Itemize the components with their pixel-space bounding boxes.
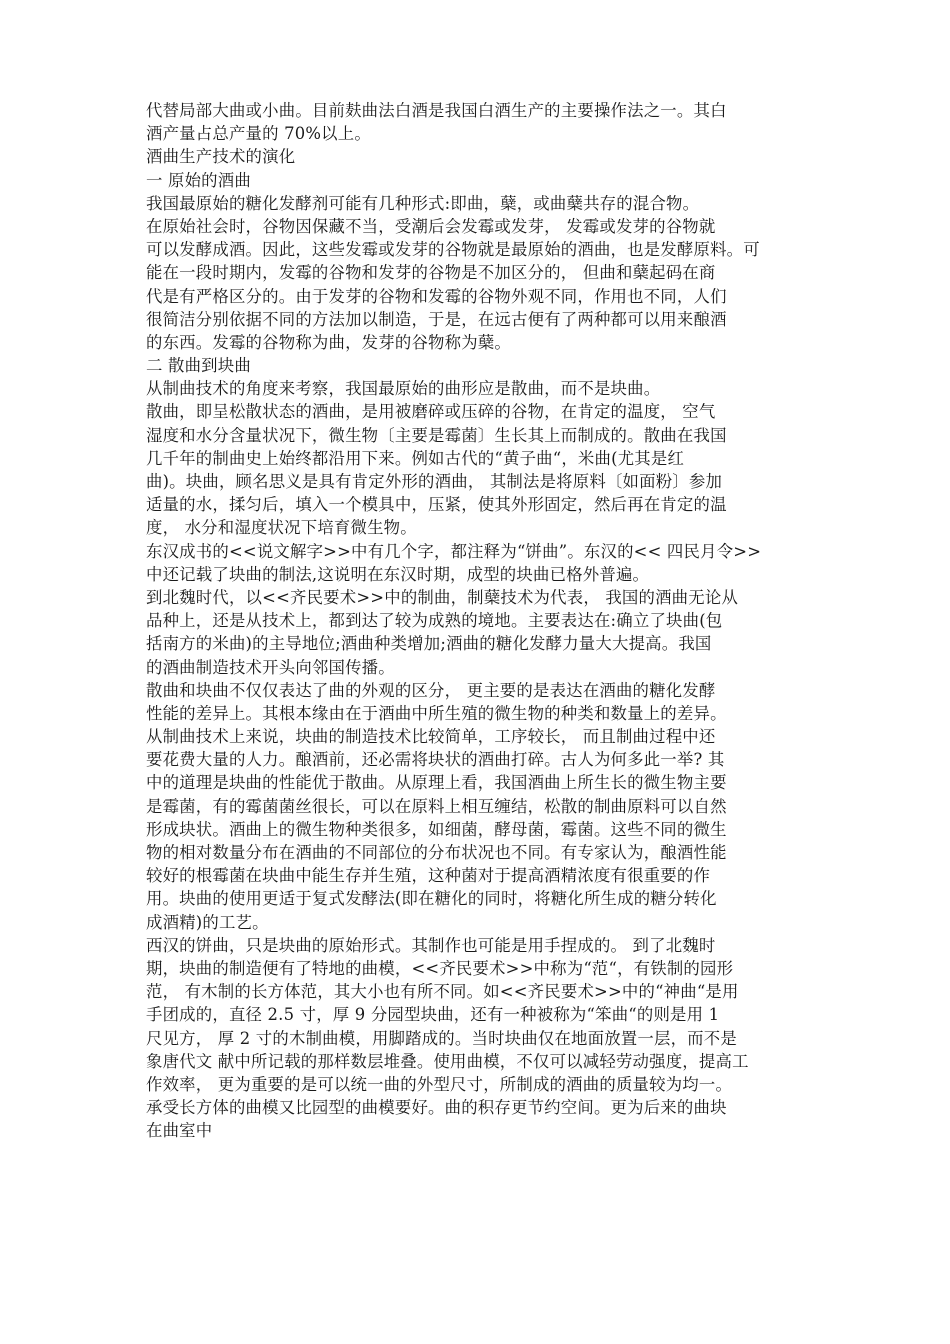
text-line: 尺见方， 厚 2 寸的木制曲模，用脚踏成的。当时块曲仅在地面放置一层，而不是 (146, 1028, 737, 1048)
text-line: 很简洁分别依据不同的方法加以制造，于是，在远古便有了两种都可以用来酿酒 (146, 309, 727, 329)
text-line: 在原始社会时，谷物因保藏不当，受潮后会发霉或发芽， 发霉或发芽的谷物就 (146, 216, 716, 236)
text-line: 中的道理是块曲的性能优于散曲。从原理上看，我国酒曲上所生长的微生物主要 (146, 773, 727, 793)
text-line: 曲)。块曲，顾名思义是具有肯定外形的酒曲， 其制法是将原料〔如面粉〕参加 (146, 472, 723, 491)
section-heading: 酒曲生产技术的演化 (146, 147, 296, 167)
text-line: 散曲，即呈松散状态的酒曲，是用被磨碎或压碎的谷物，在肯定的温度， 空气 (146, 402, 716, 422)
subsection-heading: 二 散曲到块曲 (146, 356, 251, 376)
text-line: 东汉成书的<<说文解字>>中有几个字，都注释为“饼曲”。东汉的<< 四民月令>> (146, 541, 762, 561)
text-line: 括南方的米曲)的主导地位;酒曲种类增加;酒曲的糖化发酵力量大大提高。我国 (146, 634, 712, 654)
text-line: 可以发酵成酒。因此，这些发霉或发芽的谷物就是最原始的酒曲，也是发酵原料。可 (146, 240, 760, 260)
text-line: 承受长方体的曲模又比园型的曲模要好。曲的积存更节约空间。更为后来的曲块 (146, 1098, 727, 1118)
text-line: 代是有严格区分的。由于发芽的谷物和发霉的谷物外观不同，作用也不同，人们 (146, 286, 727, 306)
text-line: 品种上，还是从技术上，都到达了较为成熟的境地。主要表达在:确立了块曲(包 (146, 611, 723, 631)
text-line: 酒产量占总产量的 70%以上。 (146, 124, 371, 144)
text-line: 用。块曲的使用更适于复式发酵法(即在糖化的同时，将糖化所生成的糖分转化 (146, 889, 717, 909)
text-line: 从制曲技术的角度来考察，我国最原始的曲形应是散曲，而不是块曲。 (146, 379, 661, 399)
text-line: 的酒曲制造技术开头向邻国传播。 (146, 657, 395, 677)
text-line: 我国最原始的糖化发酵剂可能有几种形式:即曲，蘖，或曲蘖共存的混合物。 (146, 193, 700, 213)
text-line: 西汉的饼曲，只是块曲的原始形式。其制作也可能是用手捏成的。 到了北魏时 (146, 935, 716, 955)
text-line: 散曲和块曲不仅仅表达了曲的外观的区分， 更主要的是表达在酒曲的糖化发酵 (146, 680, 716, 700)
text-line: 度， 水分和湿度状况下培育微生物。 (146, 518, 417, 538)
text-line: 是霉菌，有的霉菌菌丝很长，可以在原料上相互缠结，松散的制曲原料可以自然 (146, 796, 727, 816)
text-line: 作效率， 更为重要的是可以统一曲的外型尺寸，所制成的酒曲的质量较为均一。 (146, 1074, 733, 1094)
text-line: 能在一段时期内，发霉的谷物和发芽的谷物是不加区分的， 但曲和蘖起码在商 (146, 263, 716, 283)
document-body (146, 99, 818, 1142)
text-line: 象唐代文 献中所记载的那样数层堆叠。使用曲模，不仅可以减轻劳动强度，提高工 (146, 1051, 749, 1071)
text-line: 较好的根霉菌在块曲中能生存并生殖，这种菌对于提高酒精浓度有很重要的作 (146, 866, 711, 886)
text-line: 在曲室中 (146, 1121, 213, 1141)
text-line: 要花费大量的人力。酿酒前，还必需将块状的酒曲打碎。古人为何多此一举? 其 (146, 750, 725, 770)
text-line: 成酒精)的工艺。 (146, 912, 269, 932)
text-line: 性能的差异上。其根本缘由在于酒曲中所生殖的微生物的种类和数量上的差异。 (146, 703, 727, 723)
text-line: 从制曲技术上来说，块曲的制造技术比较简单，工序较长， 而且制曲过程中还 (146, 727, 716, 747)
text-line: 期，块曲的制造便有了特地的曲模，<<齐民要术>>中称为“范“，有铁制的园形 (146, 958, 734, 978)
text-line: 范， 有木制的长方体范，其大小也有所不同。如<<齐民要术>>中的“神曲“是用 (146, 982, 739, 1002)
text-line: 几千年的制曲史上始终都沿用下来。例如古代的“黄子曲“，米曲(尤其是红 (146, 448, 685, 468)
text-line: 适量的水，揉匀后，填入一个模具中，压紧，使其外形固定，然后再在肯定的温 (146, 495, 727, 515)
text-line: 形成块状。酒曲上的微生物种类很多，如细菌，酵母菌，霉菌。这些不同的微生 (146, 819, 727, 839)
text-line: 到北魏时代，以<<齐民要术>>中的制曲，制蘖技术为代表， 我国的酒曲无论从 (146, 587, 739, 607)
text-line: 的东西。发霉的谷物称为曲，发芽的谷物称为蘖。 (146, 332, 511, 352)
text-line: 中还记载了块曲的制法,这说明在东汉时期，成型的块曲已格外普遍。 (146, 564, 650, 584)
text-line: 手团成的，直径 2.5 寸，厚 9 分园型块曲，还有一种被称为“笨曲“的则是用 1 (146, 1005, 720, 1025)
subsection-heading: 一 原始的酒曲 (146, 170, 251, 190)
text-line: 代替局部大曲或小曲。目前麸曲法白酒是我国白酒生产的主要操作法之一。其白 (146, 101, 727, 120)
text-line: 物的相对数量分布在酒曲的不同部位的分布状况也不同。有专家认为，酿酒性能 (146, 843, 727, 862)
text-line: 湿度和水分含量状况下，微生物〔主要是霉菌〕生长其上而制成的。散曲在我国 (146, 425, 727, 445)
